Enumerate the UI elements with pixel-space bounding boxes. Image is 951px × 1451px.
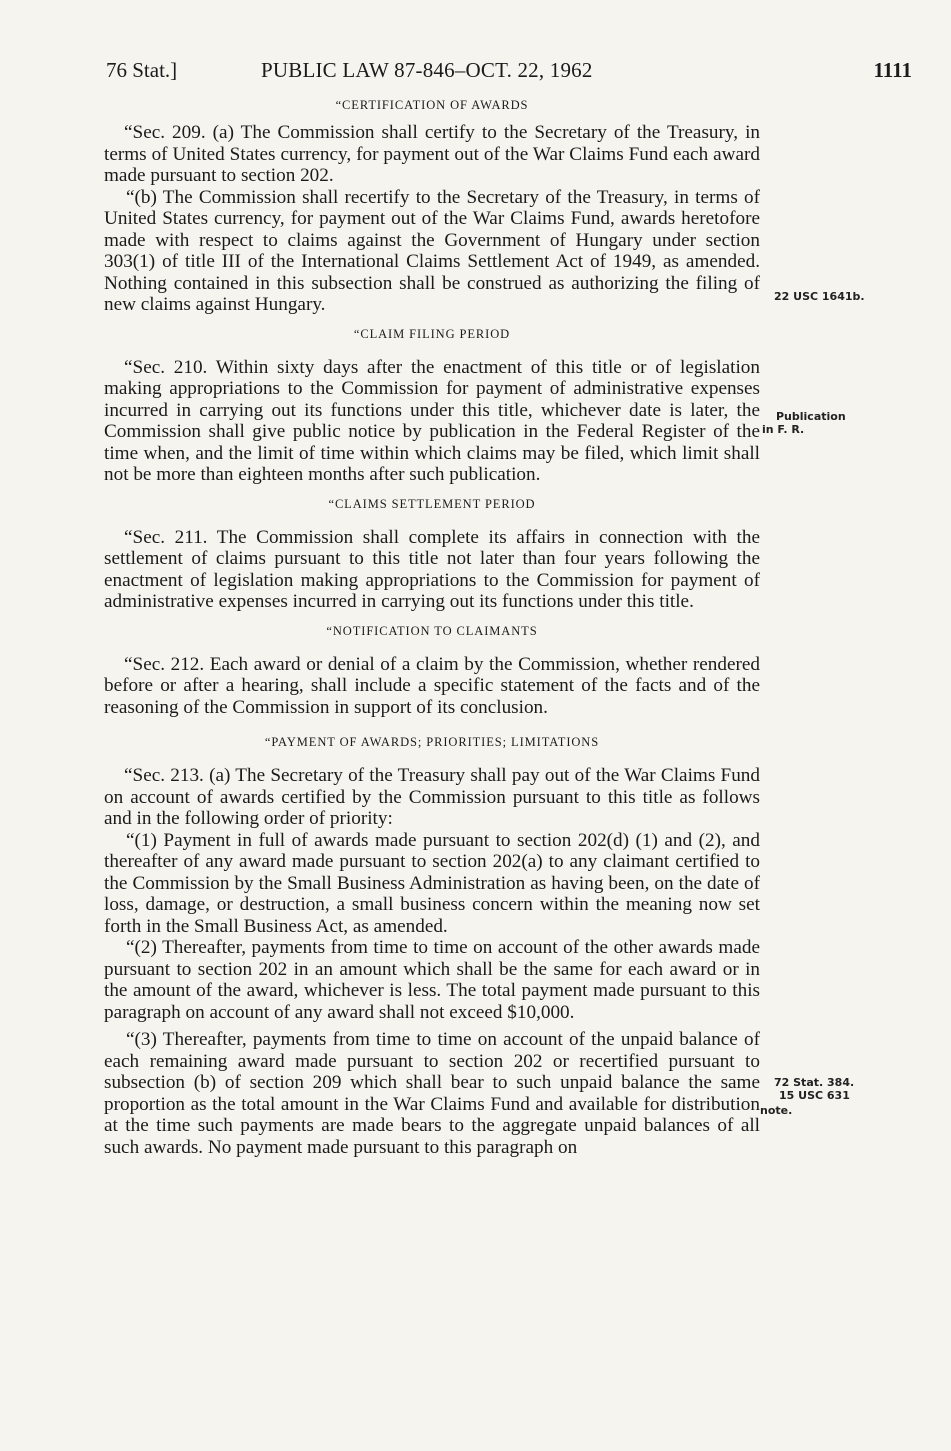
section-209-b: “(b) The Commission shall recertify to the Secretary of the Treasury, in terms of United States currency, for payment out of the War Claims Fund, awards heretofore made with respect to claims against the Government of Hungary under section 303(1) of title III of the International Claims Settlement Act of 1949, as amended. Nothing contained in this subsection shall be construed as authorizing the filing of new claims against Hungary. (104, 186, 760, 315)
heading-claim-filing-period: “CLAIM FILING PERIOD (353, 326, 511, 341)
document-body (104, 97, 760, 1158)
running-header (106, 58, 912, 92)
section-212: “Sec. 212. Each award or denial of a claim by the Commission, whether rendered before or after a hearing, shall include a specific statement of the facts and of the reasoning of the Commission in support of its conclusion. (104, 653, 760, 718)
section-213-a-3: “(3) Thereafter, payments from time to time on account of the unpaid balance of each remaining award made pursuant to section 202 or recertified pursuant to subsection (b) of section 209 which shall bear to such unpaid balance the same proportion as the total amount in the War Claims Fund and available for distribution at the time such payments are made bears to the aggregate unpaid balances of all such awards. No payment made pursuant to this paragraph on (104, 1029, 760, 1158)
section-210: “Sec. 210. Within sixty days after the enactment of this title or of legislation making appropriations to the Commission for payment of administrative expenses incurred in carrying out its functions under this title, whichever date is later, the Commission shall give public notice by publication in the Federal Register of the time when, and the limit of time within which claims may be filed, which limit shall not be more than eighteen months after such publication. (104, 356, 760, 485)
margin-note-22-usc: 22 USC 1641b. (774, 290, 865, 303)
section-213-a: “Sec. 213. (a) The Secretary of the Treasury shall pay out of the War Claims Fund on account of awards certified by the Commission pursuant to this title as follows and in the following order of priority: (104, 765, 760, 829)
section-213-a-1: “(1) Payment in full of awards made pursuant to section 202(d) (1) and (2), and thereafter of any award made pursuant to section 202(a) to any claimant certified to the Commission by the Small Business Administration as having been, on the date of loss, damage, or destruction, a small business concern within the meaning now set forth in the Small Business Act, as amended. (104, 829, 760, 937)
margin-note-note: note. (760, 1104, 793, 1117)
heading-claims-settlement-period: “CLAIMS SETTLEMENT PERIOD (328, 496, 536, 511)
heading-payment-of-awards: “PAYMENT OF AWARDS; PRIORITIES; LIMITATIONS (264, 735, 600, 749)
heading-certification-of-awards: “CERTIFICATION OF AWARDS (335, 98, 529, 112)
page-number: 1111 (873, 58, 912, 82)
header-law-title: PUBLIC LAW 87-846–OCT. 22, 1962 (261, 58, 593, 82)
header-statute-volume: 76 Stat.] (106, 58, 178, 82)
heading-notification-to-claimants: “NOTIFICATION TO CLAIMANTS (326, 623, 538, 638)
margin-note-in-fr: in F. R. (762, 423, 805, 436)
section-213-a-2: “(2) Thereafter, payments from time to time on account of the other awards made pursuant to section 202 in an amount which shall be the same for each award or in the amount of the award, whichever is less. The total payment made pursuant to this paragraph on account of any award shall not exceed $10,000. (104, 937, 760, 1023)
margin-note-15-usc: 15 USC 631 (779, 1089, 850, 1102)
section-209-a: “Sec. 209. (a) The Commission shall certify to the Secretary of the Treasury, in terms of United States currency, for payment out of the War Claims Fund each award made pursuant to section 202. (104, 122, 760, 186)
margin-note-publication: Publication (776, 410, 846, 423)
margin-note-72-stat: 72 Stat. 384. (774, 1076, 855, 1089)
section-211: “Sec. 211. The Commission shall complete its affairs in connection with the settlement of claims pursuant to this title not later than four years following the enactment of legislation making appropriations to the Commission for payment of administrative expenses incurred in carrying out its functions under this title. (104, 526, 760, 612)
